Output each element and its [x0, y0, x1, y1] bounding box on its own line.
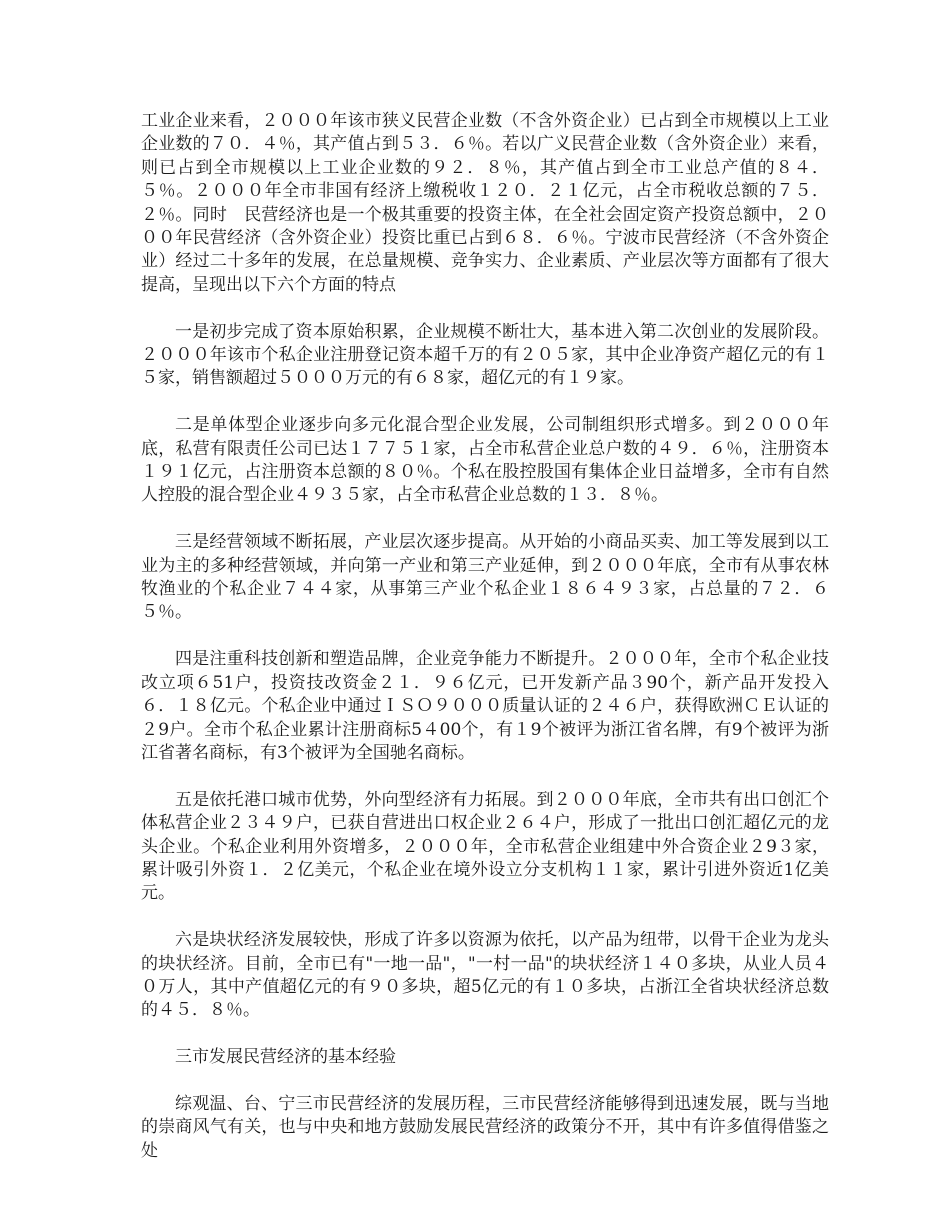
section-heading: 三市发展民营经济的基本经验: [175, 1047, 396, 1068]
document-page: [141, 110, 829, 1187]
paragraph-feature-6: 六是块状经济发展较快，形成了许多以资源为依托，以产品为纽带，以骨干企业为龙头的块状经济。目前，全市已有"一地一品"，"一村一品"的块状经济１４０多块，从业人员４０万人，其中产值超亿元的有９０多块，超5亿元的有１０多块，占浙江全省块状经济总数的４５．８％。: [141, 930, 829, 1021]
paragraph-feature-2: 二是单体型企业逐步向多元化混合型企业发展，公司制组织形式增多。到２０００年底，私营有限责任公司已达１７７５１家，占全市私营企业总户数的４９．６％，注册资本１９１亿元，占注册资本总额的８０％。个私在股控股国有集体企业日益增多，全市有自然人控股的混合型企业４９３５家，占全市私营企业总数的１３．８％。: [141, 415, 829, 506]
paragraph-conclusion: 综观温、台、宁三市民营经济的发展历程，三市民营经济能够得到迅速发展，既与当地的崇商风气有关，也与中央和地方鼓励发展民营经济的政策分不开，其中有许多值得借鉴之处: [141, 1093, 829, 1161]
paragraph-feature-1: 一是初步完成了资本原始积累，企业规模不断壮大，基本进入第二次创业的发展阶段。２０００年该市个私企业注册登记资本超千万的有２０５家，其中企业净资产超亿元的有１５家，销售额超过５０００万元的有６８家，超亿元的有１９家。: [141, 321, 829, 389]
paragraph-feature-3: 三是经营领域不断拓展，产业层次逐步提高。从开始的小商品买卖、加工等发展到以工业为主的多种经营领域，并向第一产业和第三产业延伸，到２０００年底，全市有从事农林牧渔业的个私企业７４４家，从事第三产业个私企业１８６４９３家，占总量的７２．６５％。: [141, 532, 829, 623]
paragraph-feature-4: 四是注重科技创新和塑造品牌，企业竞争能力不断提升。２０００年，全市个私企业技改立项６51户，投资技改资金２１．９６亿元，已开发新产品３90个，新产品开发投入６．１８亿元。个私企业中通过ＩＳＯ９０００质量认证的２４６户，获得欧洲ＣＥ认证的２9户。全市个私企业累计注册商标5４00个，有１9个被评为浙江省名牌，有9个被评为浙江省著名商标，有3个被评为全国驰名商标。: [141, 649, 829, 763]
paragraph-feature-5: 五是依托港口城市优势，外向型经济有力拓展。到２０００年底，全市共有出口创汇个体私营企业２３４９户，已获自营进出口权企业２６４户，形成了一批出口创汇超亿元的龙头企业。个私企业利用外资增多，２０００年，全市私营企业组建中外合资企业２9３家，累计吸引外资１．２亿美元，个私企业在境外设立分支机构１１家，累计引进外资近1亿美元。: [141, 789, 829, 904]
paragraph-intro: 工业企业来看，２０００年该市狭义民营企业数（不含外资企业）已占到全市规模以上工业企业数的７０．４％，其产值占到５３．６％。若以广义民营企业数（含外资企业）来看，则已占到全市规模以上工业企业数的９２．８％，其产值占到全市工业总产值的８４．５％。２０００年全市非国有经济上缴税收１２０．２１亿元，占全市税收总额的７５．２％。同时 民营经济也是一个极其重要的投资主体，在全社会固定资产投资总额中，２０００年民营经济（含外资企业）投资比重已占到６８．６％。宁波市民营经济（不含外资企业）经过二十多年的发展，在总量规模、竞争实力、企业素质、产业层次等方面都有了很大提高，呈现出以下六个方面的特点: [141, 111, 829, 295]
